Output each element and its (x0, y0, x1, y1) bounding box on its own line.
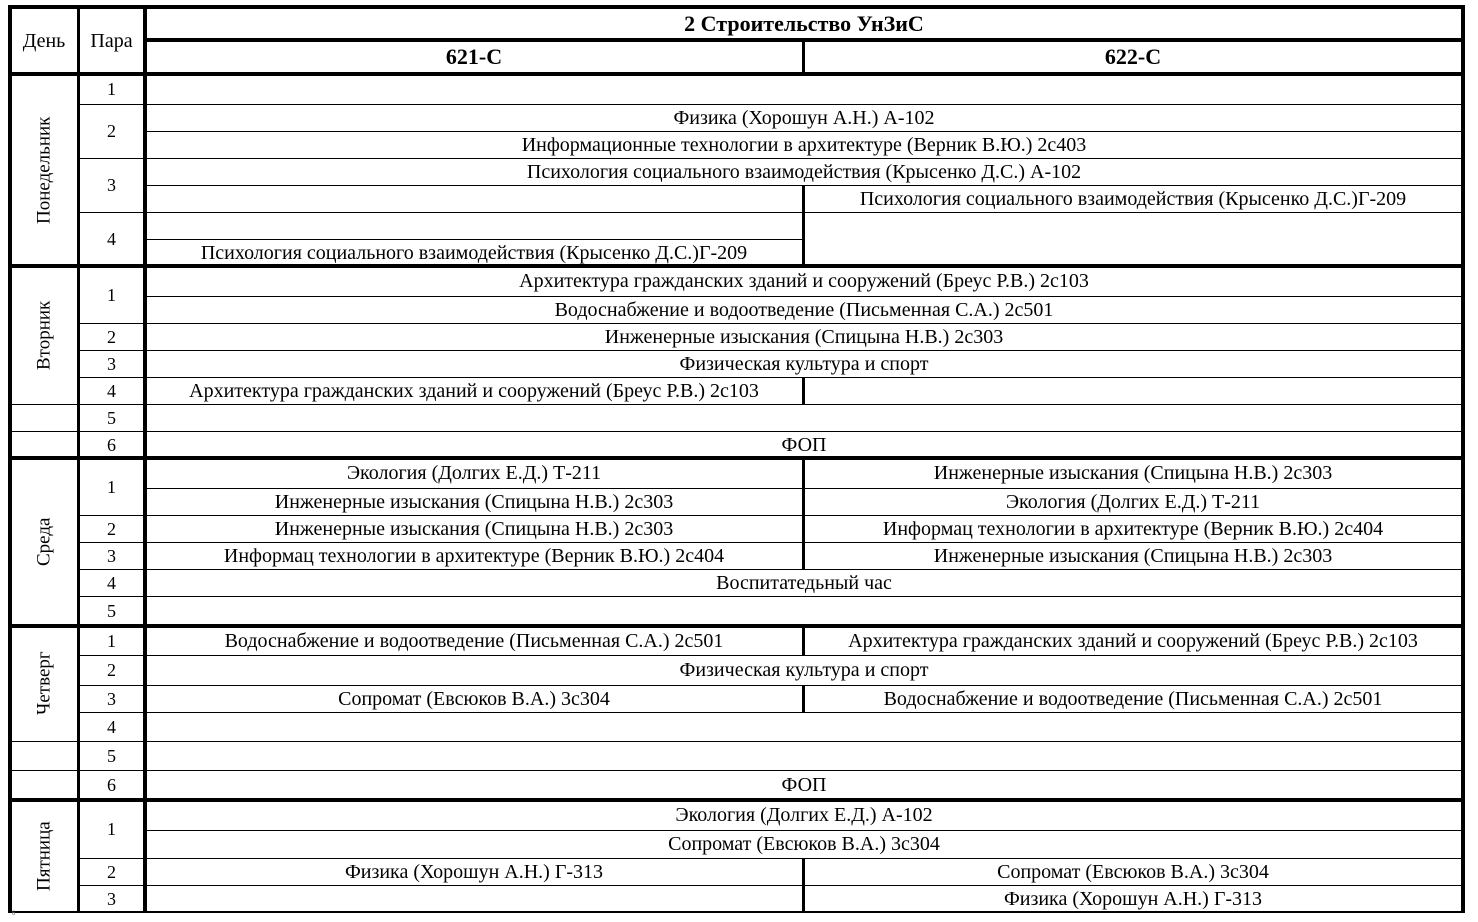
pair-number: 3 (107, 888, 116, 909)
group-header-621: 621-С (445, 44, 503, 69)
lesson-both-groups: Воспитатедьный час (716, 571, 892, 594)
pair-number: 6 (107, 775, 116, 795)
pair-number: 2 (107, 518, 116, 539)
day-name-4: Пятница (33, 821, 55, 891)
pair-number: 2 (107, 861, 116, 882)
group-column-divider (802, 858, 805, 885)
lesson-group-622: Экология (Долгих Е.Д.) Т-211 (1005, 490, 1261, 513)
lesson-both-groups (145, 712, 1463, 741)
lesson-group-621: Инженерные изыскания (Спицына Н.В.) 2с303 (274, 517, 674, 540)
day-pair-divider (77, 7, 80, 912)
lesson-both-groups: Архитектура гражданских зданий и сооружений (Бреус Р.В.) 2с103 (519, 270, 1089, 292)
lesson-both-groups: Водоснабжение и водоотведение (Письменная С.А.) 2с501 (554, 298, 1054, 321)
group-header-622: 622-С (1104, 44, 1162, 69)
lesson-group-622: Информац технологии в архитектуре (Верник В.Ю.) 2с404 (882, 517, 1384, 540)
lesson-both-groups: ФОП (781, 433, 827, 456)
pair-number: 3 (107, 688, 116, 709)
table-bottom-border (8, 911, 1465, 913)
day-name-3: Четверг (33, 651, 55, 716)
lesson-both-groups: Информационные технологии в архитектуре (Верник В.Ю.) 2с403 (521, 133, 1087, 156)
day-cell-divider (10, 404, 78, 405)
day-cell-divider (10, 770, 78, 771)
pair-number: 5 (107, 601, 116, 621)
pair-number: 1 (107, 819, 116, 839)
lesson-group-621: Физика (Хорошун А.Н.) Г-313 (344, 860, 604, 883)
lesson-both-groups: Экология (Долгих Е.Д.) А-102 (675, 804, 933, 826)
group-column-divider (802, 515, 805, 542)
pair-number: 1 (107, 284, 116, 305)
pair-number: 4 (107, 229, 116, 249)
day-name-1: Вторник (33, 300, 55, 370)
pair-number: 2 (107, 660, 116, 680)
pair-content-divider (143, 7, 147, 912)
lesson-both-groups: Физика (Хорошун А.Н.) А-102 (673, 106, 935, 129)
day-column-header: День (22, 29, 66, 52)
pair-number: 3 (107, 545, 116, 566)
lesson-group-621: Инженерные изыскания (Спицына Н.В.) 2с303 (274, 490, 674, 513)
lesson-group-622: Физика (Хорошун А.Н.) Г-313 (1003, 887, 1263, 910)
pair-number: 4 (107, 572, 116, 593)
lesson-group-621 (145, 185, 803, 212)
day-cell-divider (10, 741, 78, 742)
pair-number: 6 (107, 434, 116, 455)
pair-number: 3 (107, 353, 116, 374)
group-column-divider (802, 885, 805, 912)
day-name-2: Среда (33, 517, 55, 567)
table-left-border (8, 5, 12, 912)
lesson-group-622: Психология социального взаимодействия (Крысенко Д.С.)Г-209 (859, 187, 1407, 210)
pair-number: 3 (107, 175, 116, 195)
group-column-divider (802, 458, 805, 488)
lesson-group-621 (145, 212, 803, 239)
pair-column-header: Пара (90, 29, 133, 52)
lesson-both-groups (145, 596, 1463, 626)
table-right-border (1461, 5, 1465, 912)
lesson-both-groups: Физическая культура и спорт (679, 659, 929, 681)
pair-number: 5 (107, 745, 116, 766)
group-column-divider (802, 685, 805, 712)
lesson-group-622 (803, 377, 1463, 404)
lesson-both-groups (145, 741, 1463, 770)
lesson-group-621: Информац технологии в архитектуре (Верник В.Ю.) 2с404 (223, 544, 725, 567)
pair-number: 2 (107, 121, 116, 141)
pair-number: 5 (107, 407, 116, 428)
day-name-0: Понедельник (33, 116, 55, 224)
lesson-group-621: Архитектура гражданских зданий и сооружений (Бреус Р.В.) 2с103 (189, 379, 759, 402)
pair-number: 4 (107, 716, 116, 737)
lesson-group-622: Сопромат (Евсюков В.А.) 3с304 (997, 860, 1269, 883)
lesson-group-622: Инженерные изыскания (Спицына Н.В.) 2с303 (933, 462, 1333, 484)
lesson-group-621: Психология социального взаимодействия (Крысенко Д.С.)Г-209 (200, 241, 748, 264)
pair-number: 1 (107, 79, 116, 99)
lesson-group-621: Сопромат (Евсюков В.А.) 3с304 (338, 687, 610, 710)
day-cell-divider (10, 431, 78, 432)
lesson-group-622: Архитектура гражданских зданий и сооружений (Бреус Р.В.) 2с103 (848, 629, 1418, 652)
lesson-group-622: Инженерные изыскания (Спицына Н.В.) 2с303 (933, 544, 1333, 567)
page-mark: 6 (12, 911, 16, 917)
group-column-divider (802, 626, 805, 655)
group-divider (802, 40, 805, 74)
lesson-both-groups: ФОП (781, 774, 827, 796)
lesson-both-groups: Сопромат (Евсюков В.А.) 3с304 (668, 833, 940, 855)
lesson-group-622-merged (803, 212, 1463, 266)
table-top-border (8, 5, 1465, 9)
group-column-divider (802, 488, 805, 515)
lesson-group-621 (145, 885, 803, 912)
pair-number: 1 (107, 630, 116, 651)
lesson-both-groups (145, 74, 1463, 104)
pair-number: 1 (107, 476, 116, 497)
lesson-group-621: Экология (Долгих Е.Д.) Т-211 (346, 462, 602, 484)
lesson-both-groups: Инженерные изыскания (Спицына Н.В.) 2с303 (604, 325, 1004, 348)
lesson-group-621: Водоснабжение и водоотведение (Письменная С.А.) 2с501 (224, 629, 724, 652)
lesson-both-groups: Психология социального взаимодействия (Крысенко Д.С.) А-102 (526, 160, 1082, 183)
faculty-title: 2 Строительство УнЗиС (684, 10, 924, 36)
group-column-divider (802, 542, 805, 569)
group-column-divider (802, 377, 805, 404)
pair-number: 2 (107, 326, 116, 347)
lesson-both-groups: Физическая культура и спорт (679, 352, 929, 375)
lesson-both-groups (145, 404, 1463, 431)
lesson-group-622: Водоснабжение и водоотведение (Письменная С.А.) 2с501 (883, 687, 1383, 710)
pair-number: 4 (107, 380, 116, 401)
group-column-divider (802, 185, 805, 212)
